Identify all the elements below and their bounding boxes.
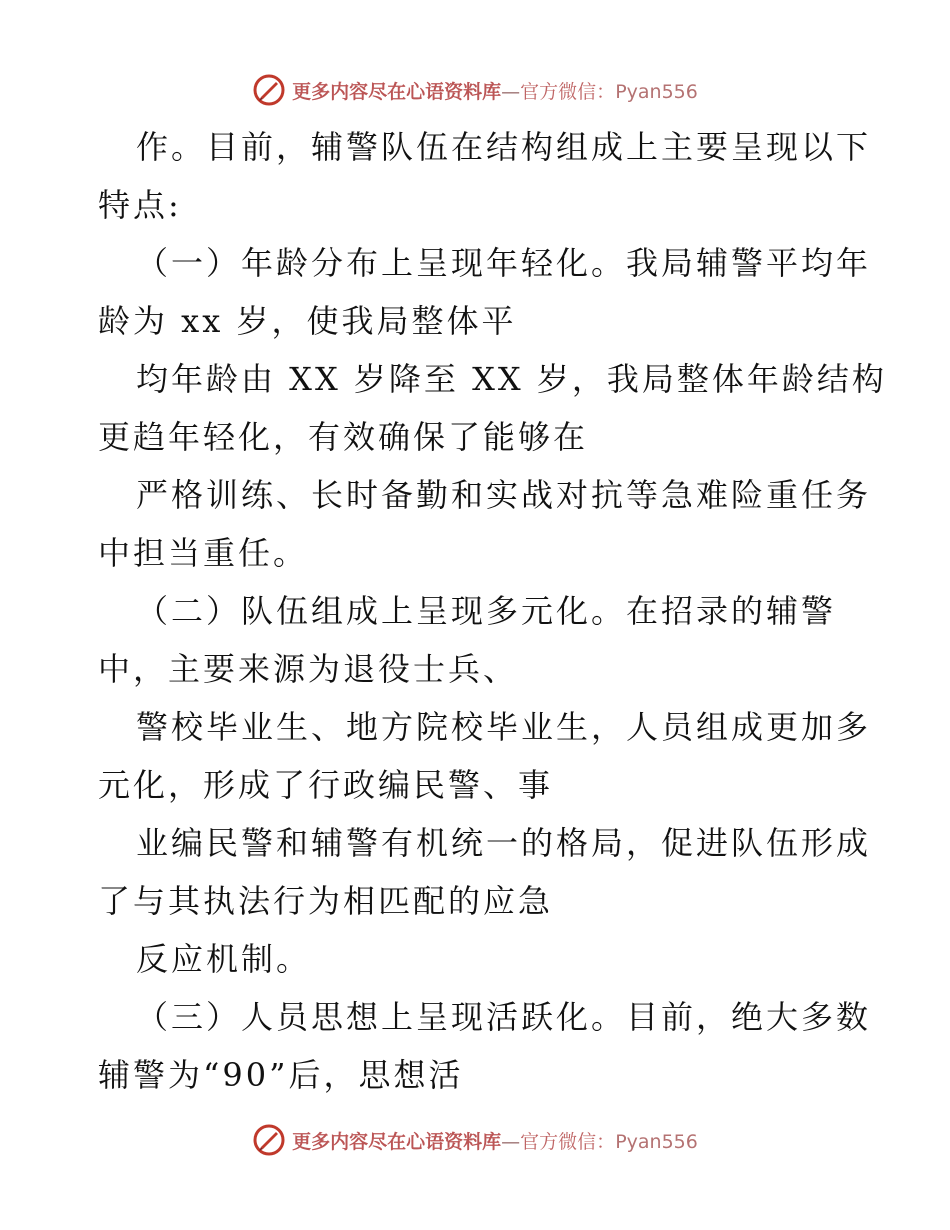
text-line: 反应机制。 [136,940,312,978]
watermark-label: 官方微信： [520,1130,616,1153]
footer-watermark [0,1120,950,1160]
text-line: 龄为 xx 岁，使我局整体平 [98,302,517,340]
text-line: 中，主要来源为退役士兵、 [98,650,519,688]
text-line: 更趋年轻化，有效确保了能够在 [98,418,589,456]
text-line: 元化，形成了行政编民警、事 [98,766,554,804]
text-line: 特点: [98,186,182,224]
watermark-separator: — [501,1130,521,1153]
text-line: 业编民警和辅警有机统一的格局，促进队伍形成 [136,824,872,862]
document-body [98,118,887,1104]
text-line: 了与其执法行为相匹配的应急 [98,882,554,920]
text-line: （二）队伍组成上呈现多元化。在招录的辅警 [136,592,837,630]
quill-pen-seal-icon [252,1123,286,1157]
header-watermark [0,70,950,110]
text-line: 均年龄由 XX 岁降至 XX 岁，我局整体年龄结构 [136,360,887,398]
watermark-text [292,77,698,104]
watermark-label: 官方微信： [520,80,616,103]
text-line: 中担当重任。 [98,534,309,572]
watermark-separator: — [501,80,521,103]
text-line: 警校毕业生、地方院校毕业生，人员组成更加多 [136,708,872,746]
watermark-brand: 更多内容尽在心语资料库 [292,1130,502,1153]
quill-pen-seal-icon [252,73,286,107]
watermark-text [292,1127,698,1154]
text-line: （三）人员思想上呈现活跃化。目前，绝大多数 [136,998,872,1036]
text-line: 作。目前，辅警队伍在结构组成上主要呈现以下 [136,128,872,166]
watermark-wechat-id: Pyan556 [615,80,698,103]
text-line: （一）年龄分布上呈现年轻化。我局辅警平均年 [136,244,872,282]
watermark-wechat-id: Pyan556 [615,1130,698,1153]
text-line: 辅警为“90”后，思想活 [98,1056,464,1094]
text-line: 严格训练、长时备勤和实战对抗等急难险重任务 [136,476,872,514]
watermark-brand: 更多内容尽在心语资料库 [292,80,502,103]
